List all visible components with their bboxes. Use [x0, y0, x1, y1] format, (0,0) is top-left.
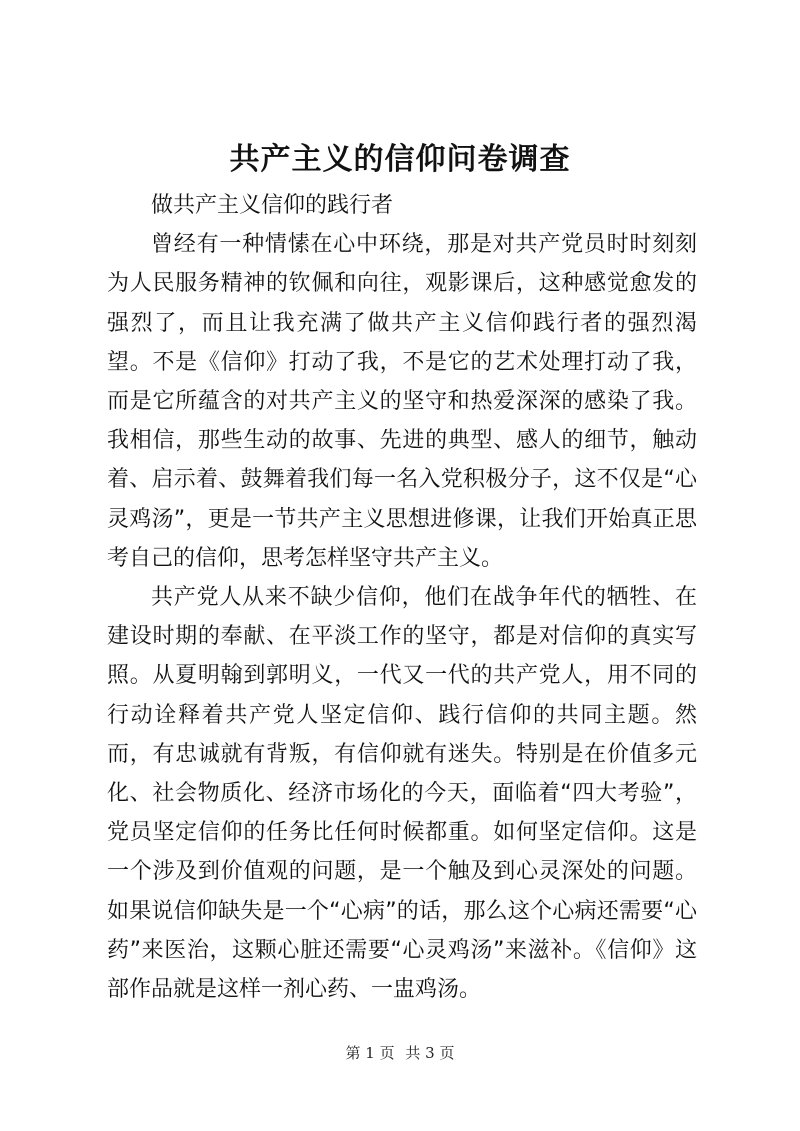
document-body — [107, 186, 697, 1009]
body-paragraph-1: 曾经有一种情愫在心中环绕，那是对共产党员时时刻刻为人民服务精神的钦佩和向往，观影课后，这种感觉愈发的强烈了，而且让我充满了做共产主义信仰践行者的强烈渴望。不是《信仰》打动了我，不是它的艺术处理打动了我，而是它所蕴含的对共产主义的坚守和热爱深深的感染了我。我相信，那些生动的故事、先进的典型、感人的细节，触动着、启示着、鼓舞着我们每一名入党积极分子，这不仅是“心灵鸡汤”，更是一节共产主义思想进修课，让我们开始真正思考自己的信仰，思考怎样坚守共产主义。 — [107, 232, 697, 571]
subtitle-paragraph: 做共产主义信仰的践行者 — [151, 193, 394, 218]
document-title: 共产主义的信仰问卷调查 — [229, 142, 571, 177]
page-number: 第 1 页 — [345, 1044, 395, 1062]
page-total: 共 3 页 — [405, 1044, 455, 1062]
body-paragraph-2: 共产党人从来不缺少信仰，他们在战争年代的牺牲、在建设时期的奉献、在平淡工作的坚守，都是对信仰的真实写照。从夏明翰到郭明义，一代又一代的共产党人，用不同的行动诠释着共产党人坚定信仰、践行信仰的共同主题。然而，有忠诚就有背叛，有信仰就有迷失。特别是在价值多元化、社会物质化、经济市场化的今天，面临着“四大考验”，党员坚定信仰的任务比任何时候都重。如何坚定信仰。这是一个涉及到价值观的问题，是一个触及到心灵深处的问题。如果说信仰缺失是一个“心病”的话，那么这个心病还需要“心药”来医治，这颗心脏还需要“心灵鸡汤”来滋补。《信仰》这部作品就是这样一剂心药、一盅鸡汤。 — [107, 585, 697, 1003]
page-footer — [0, 1043, 800, 1063]
